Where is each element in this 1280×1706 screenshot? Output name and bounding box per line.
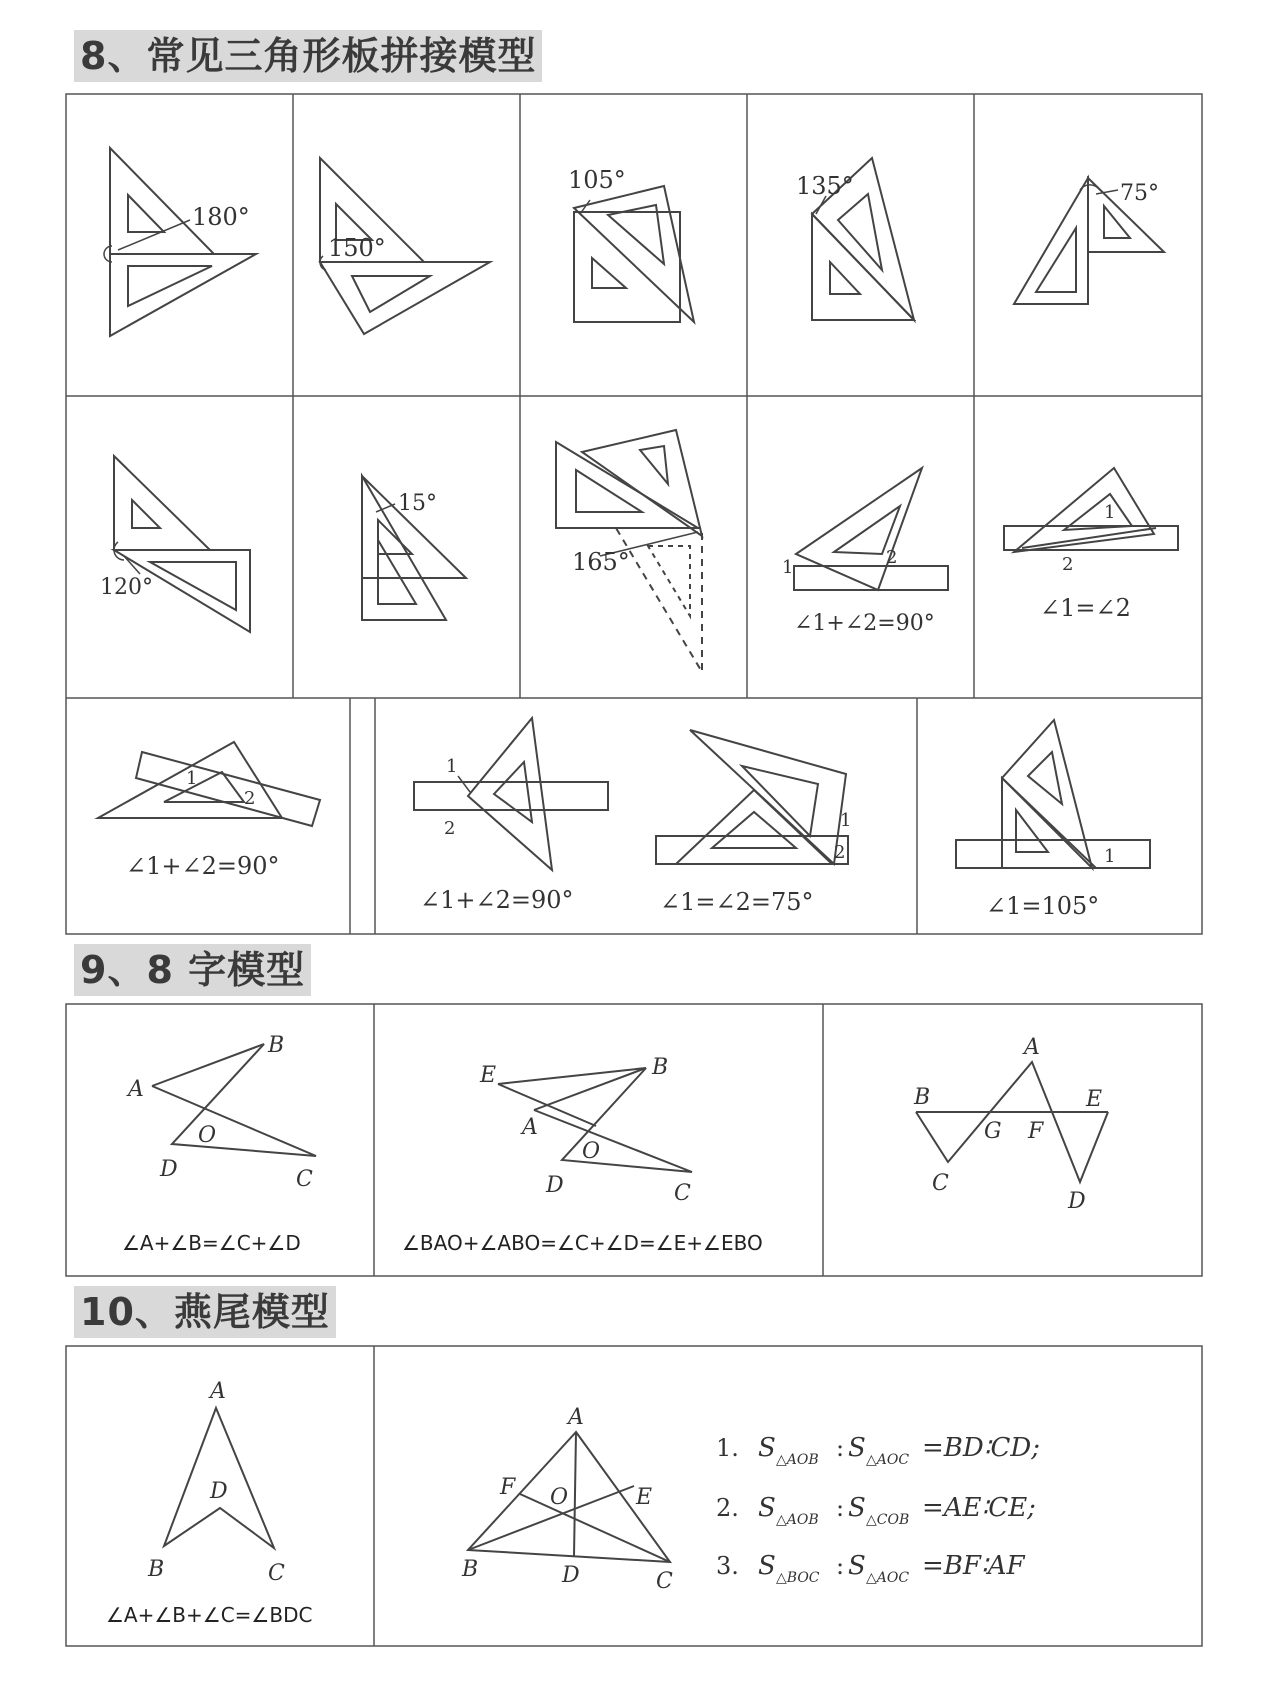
model-angle-105 (956, 720, 1150, 920)
formula-subscript: △AOC (866, 1570, 910, 1586)
model-angle-75 (656, 730, 851, 916)
formula-colon: : (836, 1552, 845, 1580)
point-D: D (562, 1563, 580, 1588)
formula-subscript: △AOC (866, 1452, 910, 1468)
formula-rhs: =BD∶CD; (922, 1433, 1041, 1463)
point-B: B (462, 1557, 479, 1582)
formula-s: S (758, 1433, 776, 1463)
figure8-model-1 (122, 1033, 316, 1255)
figure8-model-2 (402, 1055, 763, 1255)
formula-number: 3. (716, 1552, 739, 1580)
label-2: 2 (244, 788, 256, 809)
formula-s: S (848, 1433, 866, 1463)
formula-s: S (758, 1493, 776, 1523)
formula-subscript: △COB (866, 1512, 910, 1528)
formula-3 (716, 1551, 1025, 1586)
formula-number: 1. (716, 1434, 739, 1462)
label-2: 2 (444, 818, 456, 839)
caption-figure8-2: ∠BAO+∠ABO=∠C+∠D=∠E+∠EBO (402, 1231, 763, 1255)
label-180: 180° (192, 203, 250, 231)
point-E: E (636, 1485, 653, 1510)
figure8-model-3 (913, 1035, 1108, 1214)
point-C: C (656, 1569, 673, 1594)
point-D: D (546, 1173, 564, 1198)
point-B: B (652, 1055, 669, 1080)
label-105: 105° (568, 166, 626, 194)
label-15: 15° (398, 491, 437, 516)
point-B: B (914, 1085, 931, 1110)
point-A: A (522, 1115, 538, 1140)
label-1: 1 (1104, 502, 1116, 523)
point-E: E (480, 1063, 497, 1088)
model-120 (100, 456, 250, 632)
point-E: E (1086, 1087, 1103, 1112)
caption-swallowtail: ∠A+∠B+∠C=∠BDC (106, 1603, 313, 1627)
formula-2 (716, 1493, 1036, 1528)
caption-r2c4: ∠1+∠2=90° (794, 611, 935, 636)
model-angle-sum-90-a (782, 468, 948, 636)
label-120: 120° (100, 575, 153, 600)
model-150 (320, 158, 490, 334)
point-B: B (268, 1033, 285, 1058)
model-angle-sum-90-c (414, 718, 608, 914)
point-A: A (210, 1379, 226, 1404)
point-C: C (296, 1167, 313, 1192)
formula-subscript: △BOC (776, 1570, 820, 1586)
point-O: O (582, 1139, 601, 1164)
section-9-title: 9、8 字模型 (74, 944, 311, 996)
point-C: C (674, 1181, 691, 1206)
point-O: O (198, 1123, 217, 1148)
cevian-triangle (461, 1405, 673, 1594)
point-B: B (148, 1557, 165, 1582)
point-C: C (268, 1561, 285, 1586)
formula-colon: : (836, 1434, 845, 1462)
point-D: D (160, 1157, 178, 1182)
section-8-title: 8、常见三角形板拼接模型 (74, 30, 542, 82)
formula-s: S (758, 1551, 776, 1581)
label-1: 1 (782, 557, 794, 578)
point-D: D (1068, 1189, 1086, 1214)
point-F: F (500, 1475, 516, 1500)
point-G: G (984, 1119, 1002, 1144)
formula-number: 2. (716, 1494, 739, 1522)
caption-r2c5: ∠1=∠2 (1040, 594, 1131, 622)
model-15 (362, 476, 466, 620)
swallowtail-model (106, 1379, 312, 1627)
formula-s: S (848, 1551, 866, 1581)
point-F: F (1028, 1119, 1044, 1144)
label-165: 165° (572, 548, 630, 576)
formula-rhs: =BF∶AF (922, 1551, 1025, 1581)
label-2: 2 (1062, 554, 1074, 575)
point-A: A (1024, 1035, 1040, 1060)
point-D: D (210, 1479, 228, 1504)
model-165 (556, 430, 702, 672)
label-135: 135° (796, 172, 854, 200)
label-2: 2 (886, 547, 898, 568)
point-C: C (932, 1171, 949, 1196)
label-150: 150° (328, 234, 386, 262)
formula-colon: : (836, 1494, 845, 1522)
formula-rhs: =AE∶CE; (922, 1493, 1036, 1523)
section-10-title: 10、燕尾模型 (74, 1286, 336, 1338)
label-75: 75° (1120, 181, 1159, 206)
area-ratio-formulas (716, 1433, 1040, 1586)
caption-r3c2: ∠1+∠2=90° (420, 886, 574, 914)
label-1: 1 (1104, 846, 1116, 867)
point-A: A (568, 1405, 584, 1430)
model-75 (1014, 178, 1164, 304)
caption-r3c4: ∠1=105° (986, 892, 1100, 920)
model-angle-sum-90-b (98, 742, 320, 880)
model-105 (568, 166, 694, 322)
label-1: 1 (840, 810, 852, 831)
caption-figure8-1: ∠A+∠B=∠C+∠D (122, 1231, 301, 1255)
caption-r3c3: ∠1=∠2=75° (660, 888, 814, 916)
label-2: 2 (834, 842, 846, 863)
point-O: O (550, 1485, 569, 1510)
label-1: 1 (446, 756, 458, 777)
model-180 (104, 148, 256, 336)
point-A: A (128, 1077, 144, 1102)
caption-r3c1: ∠1+∠2=90° (126, 852, 280, 880)
model-angle-equal (1004, 468, 1178, 622)
formula-s: S (848, 1493, 866, 1523)
formula-subscript: △AOB (776, 1512, 819, 1528)
model-135 (796, 158, 914, 320)
formula-1 (716, 1433, 1040, 1468)
formula-subscript: △AOB (776, 1452, 819, 1468)
label-1: 1 (186, 768, 198, 789)
